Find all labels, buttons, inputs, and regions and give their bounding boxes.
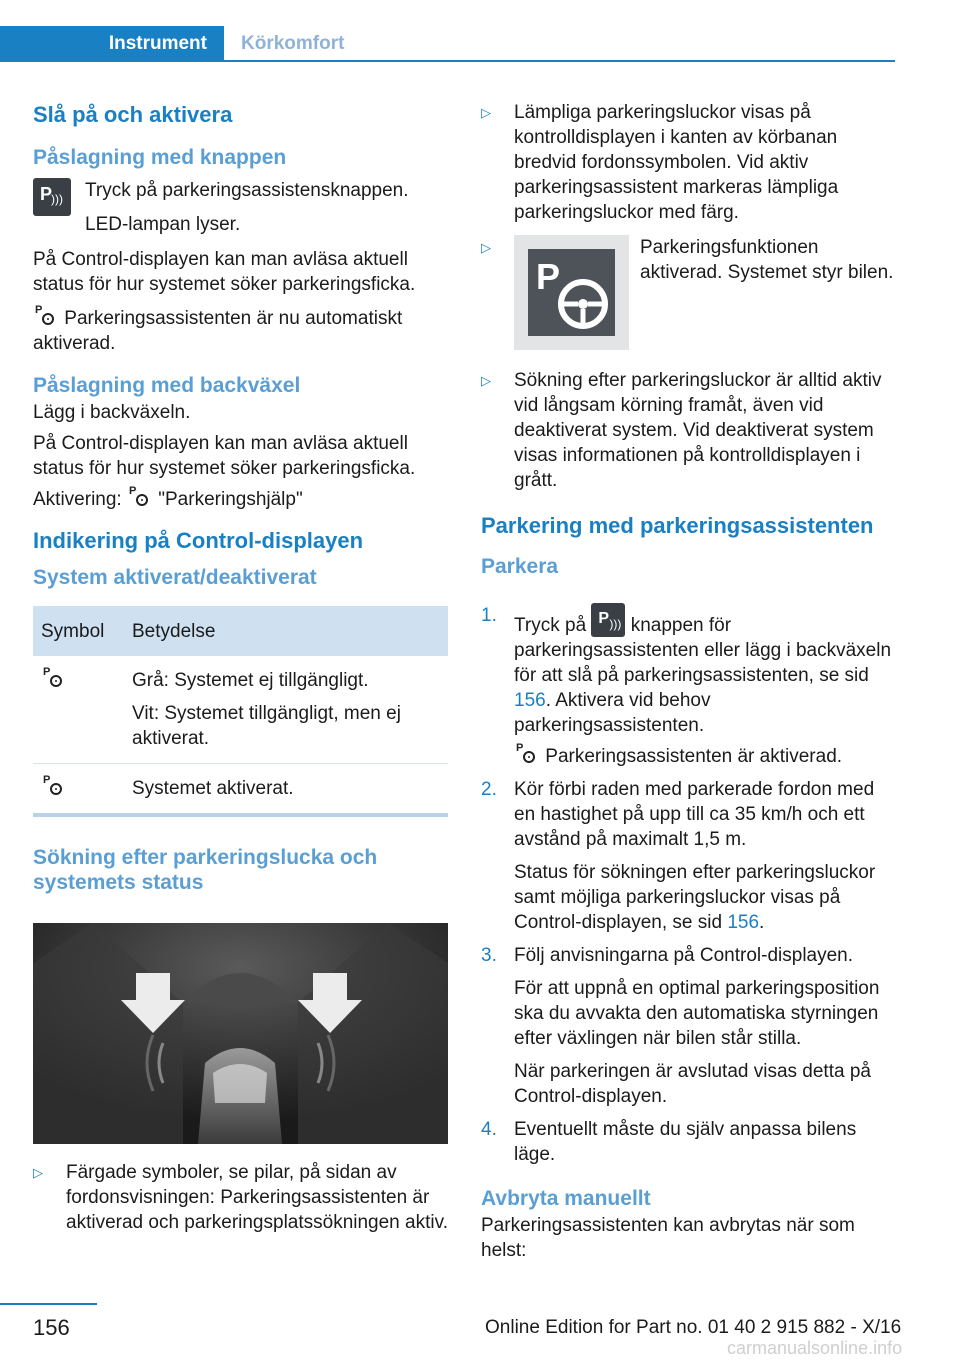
step-item: 4. Eventuellt måste du själv anpassa bilens läge. [481,1119,857,1165]
paragraph: På Control-displayen kan man avläsa aktuell status för hur systemet söker parkeringsficka. [33,433,416,479]
heading-indication: Indikering på Control-displayen [33,528,364,553]
paragraph: P Parkeringsassistenten är nu automatiskt aktiverad. [33,303,403,354]
parking-steering-icon: P [127,489,153,511]
step-item: 3. Följ anvisningarna på Control-displayen. För att uppnå en optimal parkeringsposition ska du avvakta den automatiska styrningen efter växlingen när bilen står stilla. När parkeringen är avslutad visas detta på Control-displayen. [481,943,896,1109]
heading-parking: Parkering med parkeringsassistenten [481,513,874,538]
heading-reverse: Påslagning med backväxel [33,374,301,397]
bullet-text: Parkeringsfunktionen aktiverad. Systemet styr bilen. [640,237,894,283]
triangle-bullet-icon: ▷ [481,373,491,388]
triangle-bullet-icon: ▷ [481,240,491,255]
header-rule [0,60,895,62]
parking-steering-icon: P [33,308,59,330]
triangle-bullet-icon: ▷ [481,105,491,120]
parking-assist-button-icon: P ))) [33,178,71,216]
button-text-1: Tryck på parkeringsassistensknappen. [85,180,409,201]
parking-active-icon: P [41,778,67,800]
list-item: ▷ Sökning efter parkeringsluckor är alltid aktiv vid långsam körning framåt, även vid deaktiverat system. Vid deaktiverat system visas informationen på kontrolldisplayen i grått. [481,370,882,491]
bullet-list [33,1160,448,1235]
table-cell: Systemet aktiverat. [124,764,448,816]
paragraph: Lägg i backväxeln. [33,402,191,423]
table-cell: Vit: Systemet tillgängligt, men ej aktiverat. [132,703,401,749]
watermark: carmanualsonline.info [727,1338,903,1358]
symbol-table [33,606,448,817]
tab-instrument[interactable]: Instrument [0,26,224,62]
table-row [33,764,448,816]
tab-korkomfort[interactable]: Körkomfort [241,33,345,54]
button-text-2: LED-lampan lyser. [85,214,241,235]
heading-search: Sökning efter parkeringslucka och systemets status [33,846,378,894]
page-link[interactable]: 156 [514,690,546,711]
button-instruction [33,178,448,237]
table-cell: Grå: Systemet ej tillgängligt. [132,670,369,691]
left-column [33,100,448,1249]
step-item: 2. Kör förbi raden med parkerade fordon med en hastighet på upp till ca 35 km/h och ett avstånd på maximalt 1,5 m. Status för sökningen efter parkeringsluckor samt möjliga parkeringsluckor visas på Control-displayen, se sid 156. [481,777,896,935]
heading-cancel: Avbryta manuellt [481,1187,651,1210]
list-item [481,235,896,350]
paragraph: Parkeringsassistenten kan avbrytas när som helst: [481,1215,855,1261]
table-header-meaning: Betydelse [124,606,448,656]
heading-button: Påslagning med knappen [33,146,287,169]
bullet-list [481,100,896,493]
parking-function-icon [514,235,629,350]
edition-text: Online Edition for Part no. 01 40 2 915 882 - X/16 [485,1317,902,1338]
step-sub: P Parkeringsassistenten är aktiverad. [516,741,843,767]
triangle-bullet-icon: ▷ [33,1165,43,1180]
list-item: ▷ Lämpliga parkeringsluckor visas på kontrolldisplayen i kanten av körbanan bredvid fordonssymbolen. Vid aktiv parkeringsassistent markeras lämpliga parkeringsluckor med färg. [481,102,839,223]
list-item: ▷ Färgade symboler, se pilar, på sidan av fordonsvisningen: Parkeringsassistenten är aktiverad och parkeringsplatssökningen aktiv. [33,1162,448,1233]
page-number: 156 [33,1315,70,1340]
parking-display-image [33,923,448,1144]
heading-status: System aktiverat/deaktiverat [33,566,317,589]
paragraph: Aktivering: P "Parkeringshjälp" [33,484,303,510]
steps-list [481,603,896,1167]
heading-activate: Slå på och aktivera [33,102,233,127]
heading-park: Parkera [481,555,559,578]
step-sub: Status för sökningen efter parkeringsluckor samt möjliga parkeringsluckor visas på Control-displayen, se sid 156. [514,862,876,933]
footer-rule [0,1303,97,1305]
step-item: 1. Tryck på P ))) knappen för parkeringsassistenten eller lägg i backväxeln för att slå på parkeringsassistenten, se sid 156. Aktivera vid behov parkeringsassistenten. P Parkeringsassistenten är aktiverad. [481,603,896,769]
paragraph: På Control-displayen kan man avläsa aktuell status för hur systemet söker parkeringsficka. [33,249,416,295]
svg-text:P: P [536,256,561,297]
right-column [481,100,896,1272]
parking-display-illustration [33,923,448,1144]
step-sub: För att uppnå en optimal parkeringsposition ska du avvakta den automatiska styrningen efter växlingen när bilen står stilla. [514,978,880,1049]
parking-assist-button-icon: P ))) [591,603,625,637]
table-header-symbol: Symbol [33,606,124,656]
parking-steering-icon: P [514,746,540,768]
table-row [33,656,448,764]
parking-inactive-icon: P [41,670,67,692]
page-link[interactable]: 156 [727,912,760,933]
step-sub: När parkeringen är avslutad visas detta på Control-displayen. [514,1061,871,1107]
